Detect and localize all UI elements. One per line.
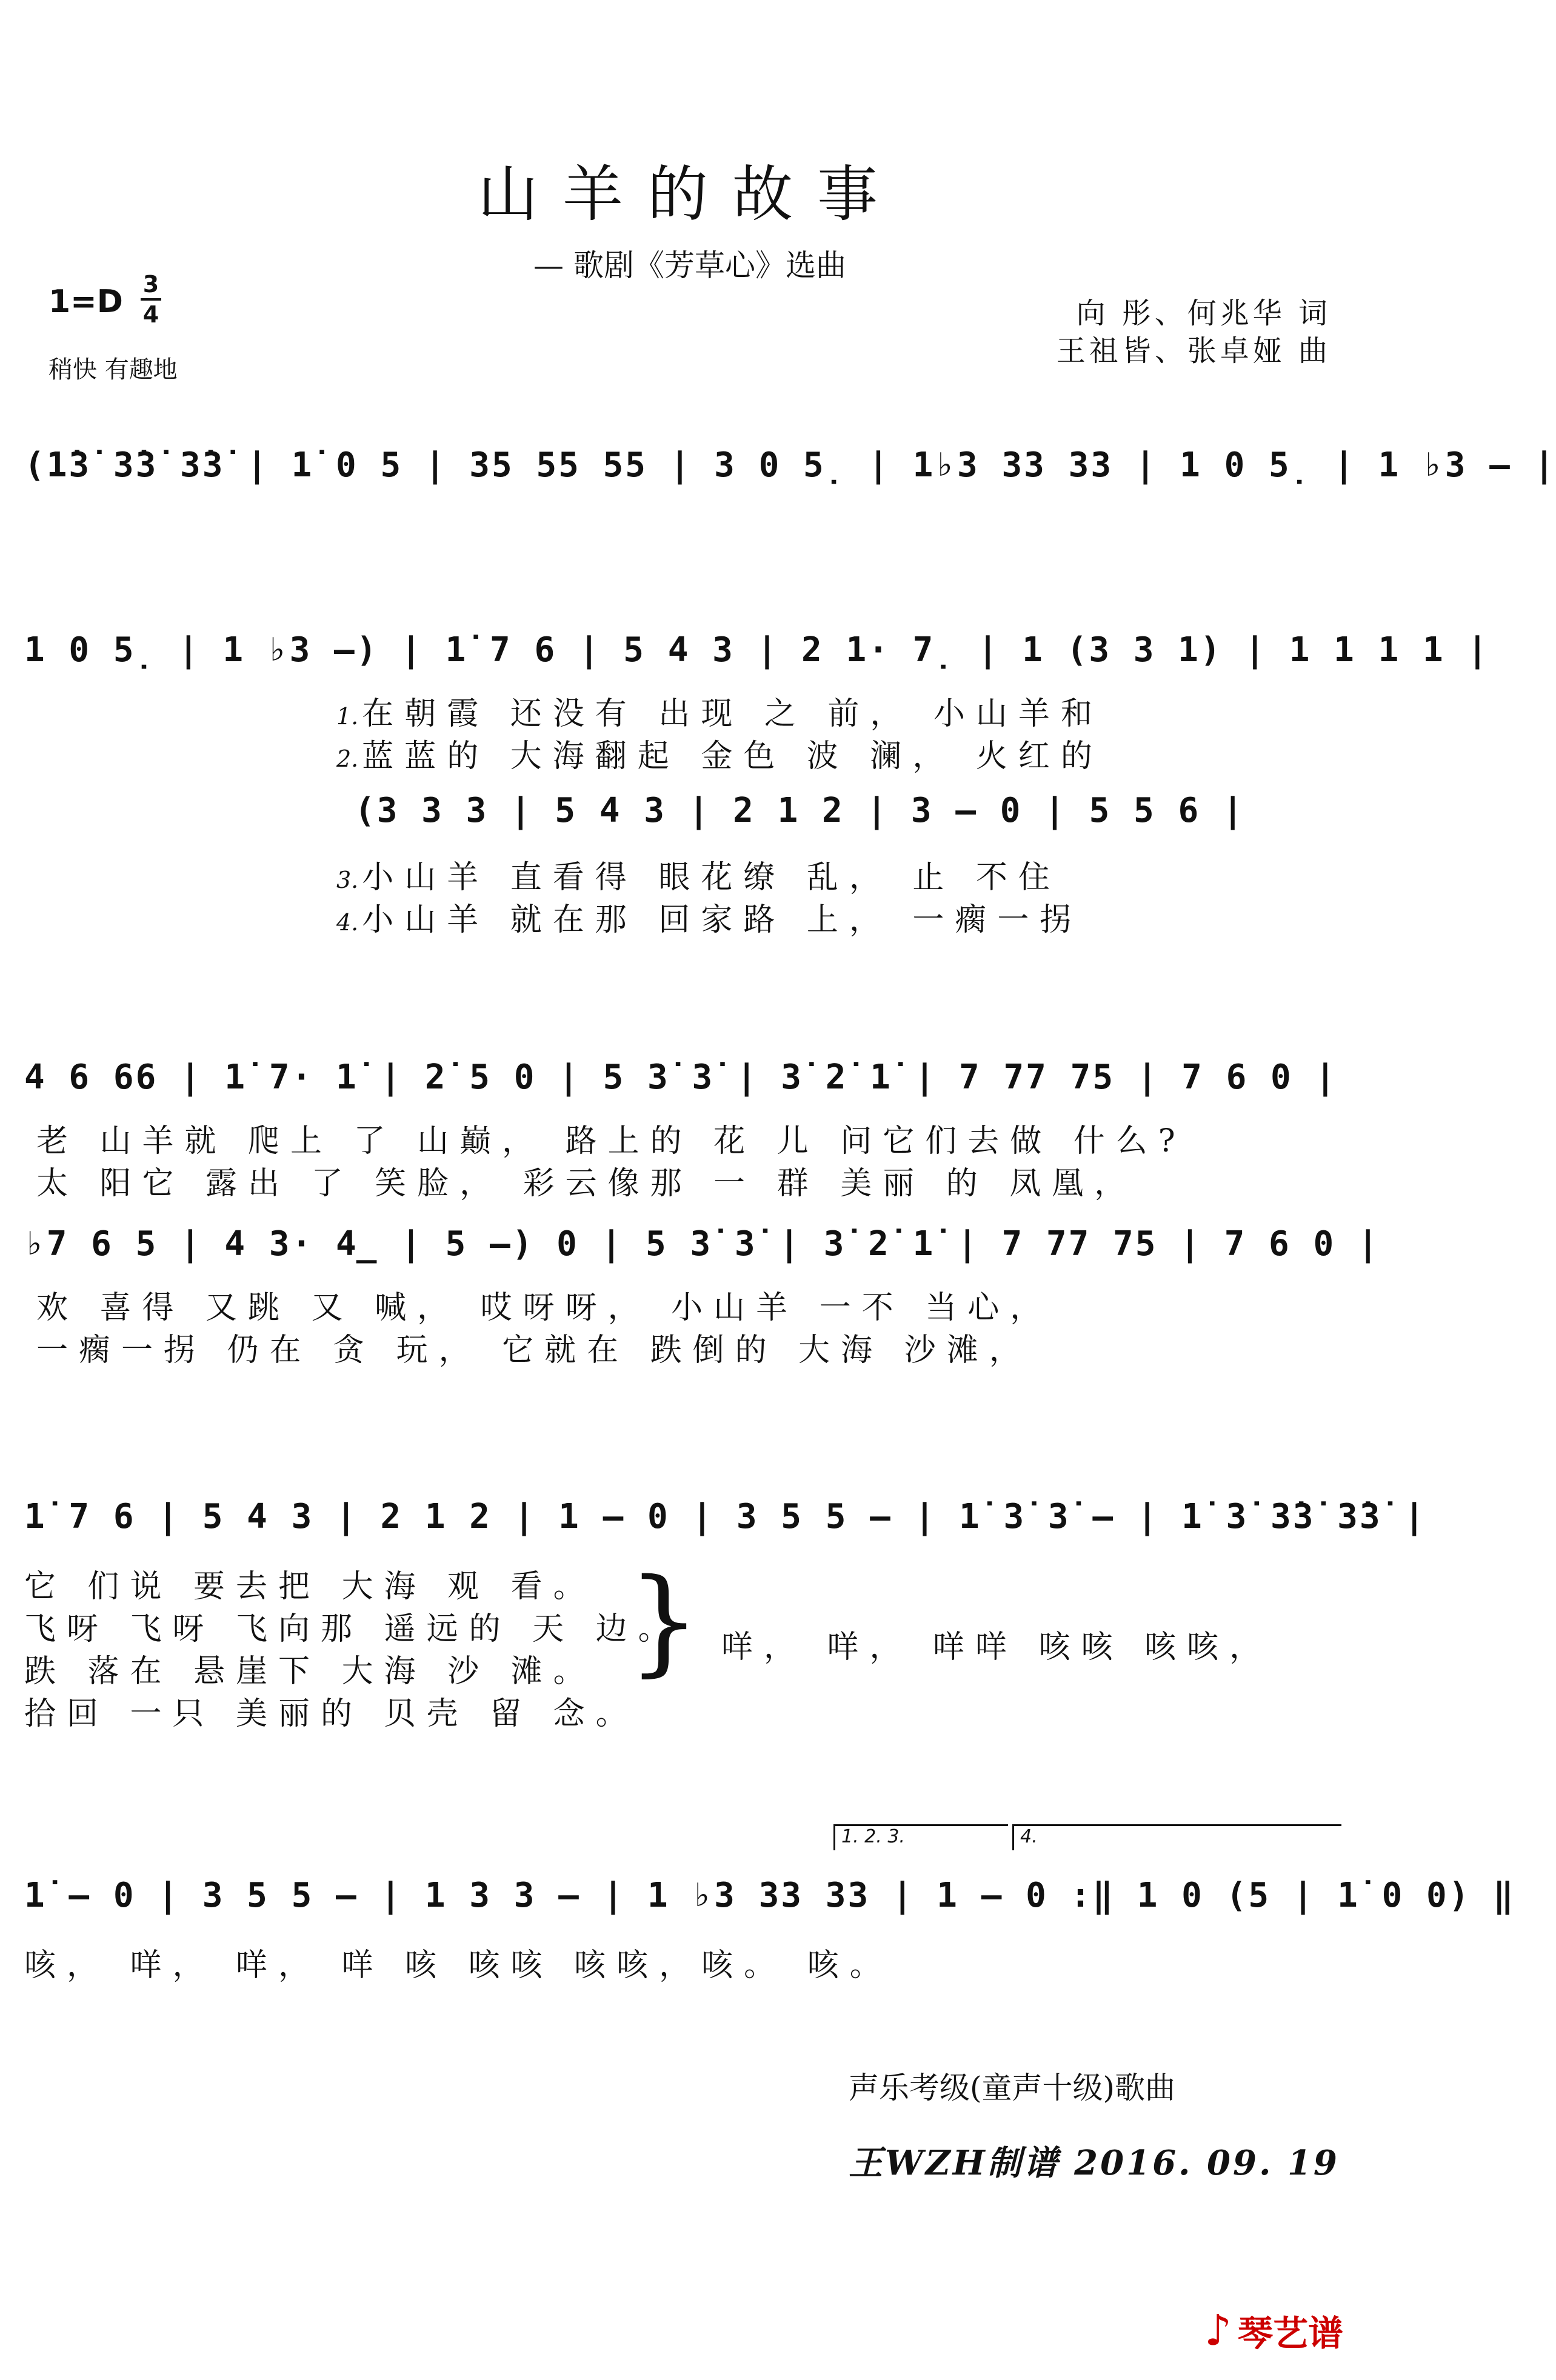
- notation-line-5: ♭7 6 5 | 4 3· 4̲ | 5 –) 0 | 5 3̇ 3̇ | 3̇ 2̇ 1̇ | 7 77 75 | 7 6 0 |: [24, 1224, 1380, 1264]
- time-signature: [141, 272, 161, 327]
- notation-line-6: 1̇ 7 6 | 5 4 3 | 2 1 2 | 1 – 0 | 3 5 5 – | 1̇ 3̇ 3̇ – | 1̇ 3̇ 3̇3̇ 3̇3̇ |: [24, 1497, 1427, 1536]
- verse-text: 在朝霞 还没有 出现 之 前， 小山羊和: [362, 696, 1103, 732]
- logo-text: 琴艺谱: [1237, 2313, 1343, 2354]
- notation-line-4: 4 6 66 | 1̇ 7· 1̇ | 2̇ 5 0 | 5 3̇ 3̇ | 3̇ 2̇ 1̇ | 7 77 75 | 7 6 0 |: [24, 1058, 1338, 1097]
- lyric-line-5a: 它 们说 要去把 大海 观 看。: [24, 1568, 596, 1605]
- footer-note: 声乐考级(童声十级)歌曲: [849, 2070, 1176, 2105]
- lyricist-credit: 向 彤、何兆华 词: [1076, 296, 1331, 330]
- left-brace: }: [627, 1554, 701, 1688]
- notation-line-2: 1 0 5̣ | 1 ♭3 –) | 1̇ 7 6 | 5 4 3 | 2 1· 7̣ | 1 (3 3 1) | 1 1 1 1 |: [24, 630, 1490, 670]
- lyric-line-5d: 拾回 一只 美丽的 贝壳 留 念。: [24, 1696, 638, 1732]
- lyric-line-4b: 一瘸一拐 仍在 贪 玩， 它就在 跌倒的 大海 沙滩，: [36, 1332, 1032, 1368]
- song-title: 山羊的故事: [478, 159, 902, 230]
- lyric-verse-3: [336, 852, 1061, 897]
- verse-number: 4.: [336, 909, 359, 936]
- lyric-line-5b: 飞呀 飞呀 飞向那 遥远的 天 边。: [24, 1611, 681, 1647]
- logo-mark-icon: ♪: [1204, 2305, 1232, 2355]
- verse-text: 蓝蓝的 大海翻起 金色 波 澜， 火红的: [362, 738, 1103, 775]
- notation-line-3: (3 3 3 | 5 4 3 | 2 1 2 | 3 – 0 | 5 5 6 |: [355, 791, 1245, 830]
- time-signature-top: 3: [142, 271, 159, 298]
- song-subtitle: — 歌剧《芳草心》选曲: [533, 248, 846, 283]
- lyric-line-5c: 跌 落在 悬崖下 大海 沙 滩。: [24, 1653, 596, 1690]
- volta-second-ending: 4.: [1012, 1824, 1341, 1850]
- volta-first-ending: 1. 2. 3.: [833, 1824, 1008, 1850]
- lyric-line-5e: 咩， 咩， 咩咩 咳咳 咳咳，: [721, 1629, 1272, 1665]
- verse-number: 3.: [336, 867, 359, 893]
- lyric-verse-2: [336, 730, 1103, 776]
- key-signature: 1=D: [48, 284, 123, 320]
- transcriber-signature: 王WZH制谱 2016. 09. 19: [849, 2143, 1340, 2183]
- tempo-marking: 稍快 有趣地: [48, 356, 178, 384]
- lyric-line-4a: 欢 喜得 又跳 又 喊， 哎呀呀， 小山羊 一不 当心，: [36, 1290, 1053, 1326]
- lyric-verse-1: [336, 688, 1103, 733]
- lyric-line-3b: 太 阳它 露出 了 笑脸， 彩云像那 一 群 美丽 的 凤凰，: [36, 1165, 1137, 1202]
- time-signature-bar: [141, 298, 161, 301]
- composer-credit: 王祖皆、张卓娅 曲: [1056, 334, 1331, 368]
- verse-number: 1.: [336, 703, 359, 730]
- verse-text: 小山羊 就在那 回家路 上， 一瘸一拐: [362, 902, 1083, 938]
- verse-number: 2.: [336, 745, 359, 772]
- site-logo: [1204, 2305, 1343, 2356]
- notation-line-1: (1̇3̇ 3̇3̇ 3̇3̇ | 1̇ 0 5 | 35 55 55 | 3 0 5̣ | 1♭3 33 33 | 1 0 5̣ | 1 ♭3 – |: [24, 445, 1556, 485]
- verse-text: 小山羊 直看得 眼花缭 乱， 止 不住: [362, 859, 1061, 896]
- time-signature-bottom: 4: [142, 301, 159, 328]
- lyric-verse-4: [336, 894, 1082, 939]
- notation-line-7: 1̇ – 0 | 3 5 5 – | 1 3 3 – | 1 ♭3 33 33 | 1 – 0 :‖ 1 0 (5 | 1̇ 0 0) ‖: [24, 1876, 1515, 1915]
- lyric-line-3a: 老 山羊就 爬上 了 山巅， 路上的 花 儿 问它们去做 什么?: [36, 1123, 1186, 1159]
- lyric-line-6: 咳， 咩， 咩， 咩 咳 咳咳 咳咳，咳。 咳。: [24, 1947, 892, 1984]
